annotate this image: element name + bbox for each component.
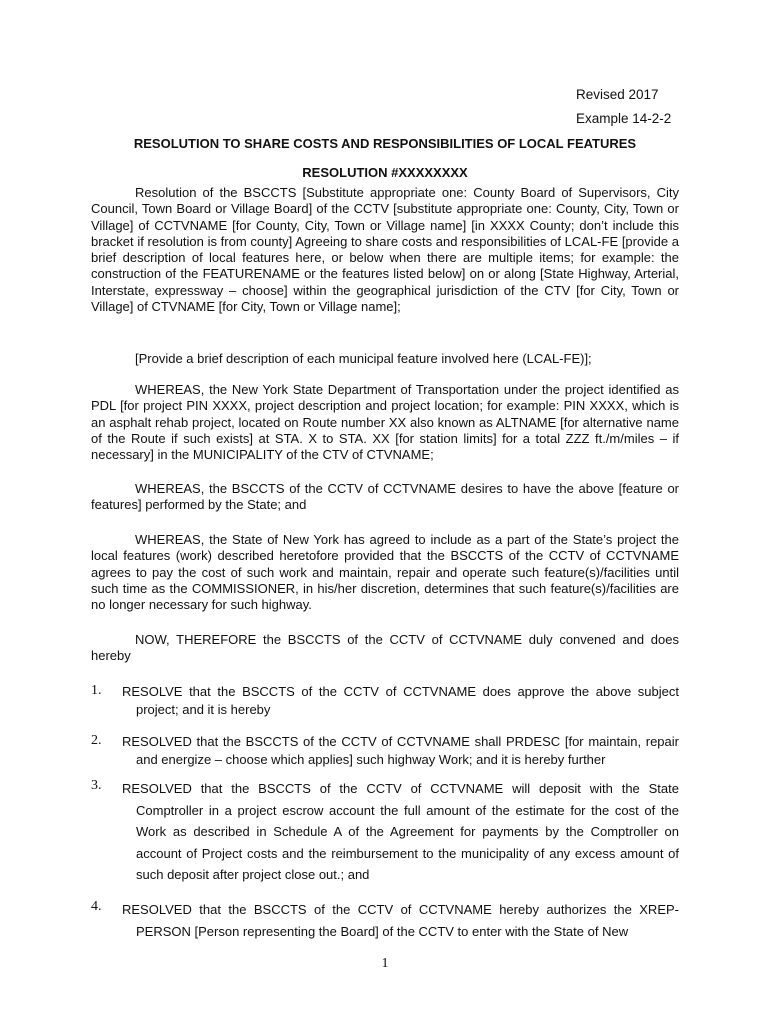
example-label: Example 14-2-2	[576, 111, 672, 126]
paragraph-whereas-3: WHEREAS, the State of New York has agreed to include as a part of the State’s project the local features (work) described heretofore provided that the BSCCTS of the CCTV of CCTVNAME agrees to pay the cost of such work and maintain, repair and operate such feature(s)/facilities until such time as the COMMISSIONER, in his/her discretion, determines that such feature(s)/facilities are no longer necessary for such highway.	[91, 532, 679, 613]
paragraph-intro: Resolution of the BSCCTS [Substitute appropriate one: County Board of Supervisors, City Council, Town Board or Village Board] of the CCTV [substitute appropriate one: County, City, Town or Village] of CCTVNAME [for County, City, Town or Village name] [in XXXX County; don’t include this bracket if resolution is from county] Agreeing to share costs and responsibilities of LCAL-FE [provide a brief description of local features here, or below when there are multiple items; for example: the construction of the FEATURENAME or the features listed below] on or along [State Highway, Arterial, Interstate, expressway – choose] within the geographical jurisdiction of the CTV [for City, Town or Village] of CTVNAME [for City, Town or Village name];	[91, 185, 679, 315]
resolution-item	[91, 733, 679, 768]
resolution-item	[91, 683, 679, 718]
item-text: RESOLVED that the BSCCTS of the CCTV of CCTVNAME shall PRDESC [for maintain, repair and energize – choose which applies] such highway Work; and it is hereby further	[122, 734, 679, 767]
resolution-number: RESOLUTION #XXXXXXXX	[302, 165, 468, 180]
paragraph-whereas-1: WHEREAS, the New York State Department of Transportation under the project identified as PDL [for project PIN XXXX, project description and project location; for example: PIN XXXX, which is an asphalt rehab project, located on Route number XX also known as ALTNAME [for alternative name of the Route if such exists] at STA. X to STA. XX [for station limits] for a total ZZZ ft./m/miles – if necessary] in the MUNICIPALITY of the CTV of CTVNAME;	[91, 382, 679, 463]
item-number: 1.	[91, 683, 102, 698]
paragraph-now-therefore: NOW, THEREFORE the BSCCTS of the CCTV of CCTVNAME duly convened and does hereby	[91, 632, 679, 664]
page-number: 1	[381, 956, 389, 971]
item-text: RESOLVE that the BSCCTS of the CCTV of CCTVNAME does approve the above subject project; and it is hereby	[122, 684, 679, 717]
resolution-item	[91, 778, 679, 886]
item-number: 2.	[91, 733, 102, 748]
resolution-item	[91, 899, 679, 942]
revised-label: Revised 2017	[576, 87, 659, 102]
item-number: 3.	[91, 778, 102, 793]
document-title: RESOLUTION TO SHARE COSTS AND RESPONSIBILITIES OF LOCAL FEATURES	[133, 136, 637, 151]
item-text: RESOLVED that the BSCCTS of the CCTV of CCTVNAME hereby authorizes the XREP-PERSON [Person representing the Board] of the CCTV to enter with the State of New	[122, 902, 679, 939]
paragraph-feature-description: [Provide a brief description of each municipal feature involved here (LCAL-FE)];	[135, 351, 592, 366]
item-number: 4.	[91, 899, 102, 914]
paragraph-whereas-2: WHEREAS, the BSCCTS of the CCTV of CCTVNAME desires to have the above [feature or features] performed by the State; and	[91, 481, 679, 513]
item-text: RESOLVED that the BSCCTS of the CCTV of CCTVNAME will deposit with the State Comptroller in a project escrow account the full amount of the estimate for the cost of the Work as described in Schedule A of the Agreement for payments by the Comptroller on account of Project costs and the reimbursement to the municipality of any excess amount of such deposit after project close out.; and	[122, 781, 679, 882]
